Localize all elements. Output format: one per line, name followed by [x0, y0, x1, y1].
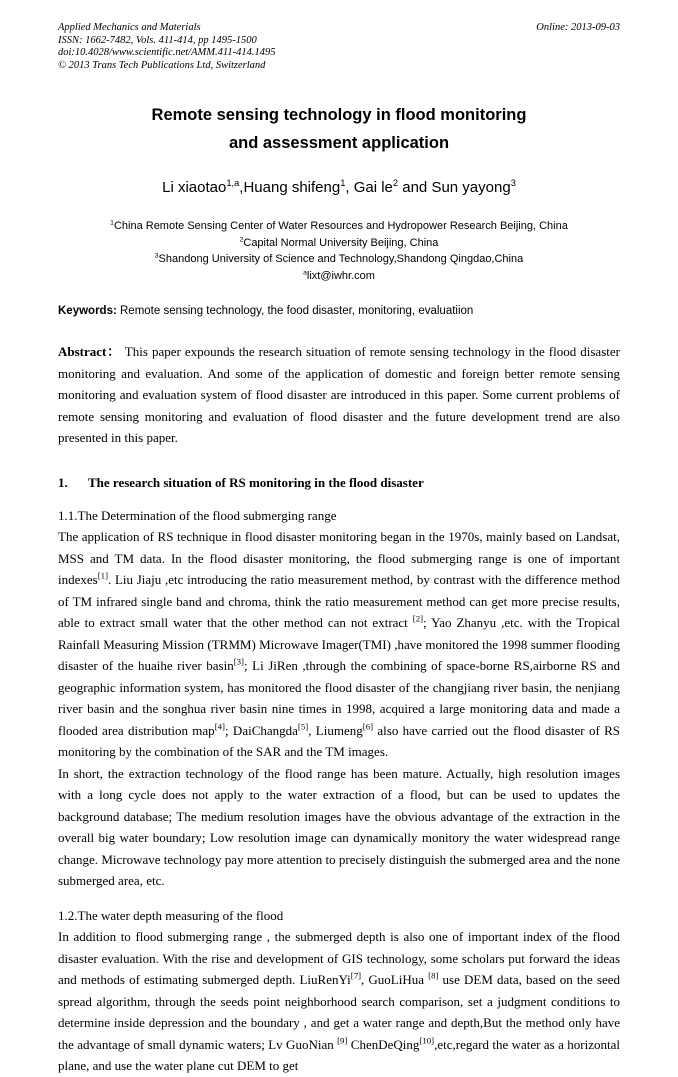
page-title: [58, 102, 620, 156]
keywords-block: [58, 303, 620, 319]
author-sup-2: 1: [340, 178, 346, 189]
affiliation-list: [58, 218, 620, 284]
affiliation-text-1: China Remote Sensing Center of Water Resources and Hydropower Research Beijing, China: [113, 220, 568, 233]
citation-5: [5]: [297, 721, 309, 732]
section-heading-1: [58, 474, 620, 492]
citation-8: [8]: [428, 971, 439, 982]
affiliation-text-2: Capital Normal University Beijing, China: [243, 236, 439, 249]
email-text: lixt@iwhr.com: [306, 269, 375, 282]
journal-issn-line: ISSN: 1662-7482, Vols. 411-414, pp 1495-1500: [58, 34, 257, 46]
par3-seg-e: ,etc,regard the water as a horizontal plane, and use the water plane cut DEM to get: [58, 1036, 620, 1074]
affiliation-sup-3: 3: [154, 252, 159, 260]
subsection-heading-1-1: 1.1.The Determination of the flood submerging range: [58, 507, 337, 523]
par1-seg-g: also have carried out the flood disaster of RS monitoring by the combination of the SAR and the TM images.: [58, 722, 621, 760]
author-name-3: Gai le: [353, 179, 393, 197]
affiliation-text-3: Shandong University of Science and Technology,Shandong Qingdao,China: [158, 253, 524, 266]
author-name-1: Li xiaotao: [162, 179, 227, 197]
par1-seg-a: The application of RS technique in flood disaster monitoring began in the 1970s, mainly based on Landsat, MSS and TM data. In the flood disaster monitoring, the flood submerging range is one of important indexes: [58, 529, 620, 588]
abstract-text: This paper expounds the research situation of remote sensing technology in the flood disaster monitoring and evaluation. And some of the application of domestic and foreign better remote sensing monitoring and evaluation system of flood disaster are introduced in this paper. Some current problems of remote sensing monitoring and evaluation of flood disaster and the future development trend are also presented in this paper.: [58, 344, 620, 446]
citation-7: [7]: [350, 971, 362, 982]
journal-doi-line: doi:10.4028/www.scientific.net/AMM.411-414.1495: [58, 47, 276, 59]
par3-seg-c: use DEM data, based on the seed spread algorithm, through the seeds point neighborhood search comparison, set a judgment conditions to determine inside depression and the boundary , and get a water range and depth,But the method only have the advantage of small dynamic waters; Lv GuoNian: [58, 972, 620, 1052]
par3-seg-d: ChenDeQing: [347, 1036, 420, 1052]
subsection-heading-1-2: 1.2.The water depth measuring of the flood: [58, 907, 284, 923]
section-number-1: 1.: [58, 474, 68, 490]
citation-3: [3]: [233, 657, 244, 668]
paragraph-2: In short, the extraction technology of the flood range has been mature. Actually, high resolution images with a long cycle does not apply to the water extraction of a flood, but can be used to updates the background database; The medium resolution images have the obvious advantage of the extraction in the overall big water boundary; Low resolution image can dynamically monitory the water widespread range change. Microwave technology pay more attention to precisely distinguish the submerged area and the none submerged area, etc.: [58, 765, 620, 889]
affiliation-sup-1: 1: [110, 219, 114, 227]
author-sup-1: 1,a: [226, 178, 240, 189]
author-list: [58, 178, 620, 198]
author-name-4: Sun yayong: [431, 179, 511, 197]
author-sup-3: 2: [392, 178, 399, 189]
email-sup: a: [303, 269, 307, 277]
citation-2: [2]: [412, 614, 424, 625]
page-content: [58, 22, 620, 1077]
corresponding-email: [58, 268, 620, 285]
citation-1: [1]: [97, 571, 109, 582]
citation-10: [10]: [419, 1035, 435, 1046]
title-line-2: and assessment application: [228, 134, 450, 153]
author-sup-4: 3: [510, 178, 516, 189]
author-sep-3: and: [398, 179, 432, 197]
par1-seg-b: . Liu Jiaju ,etc introducing the ratio measurement method, by contrast with the difference method of TM infrared single band and chroma, think the ratio measurement method can get more precise results, able to extract small water that the other method can not extract: [58, 572, 620, 631]
keywords-label: Keywords:: [58, 305, 117, 318]
citation-4: [4]: [214, 721, 225, 732]
abstract-block: [58, 341, 620, 449]
par1-seg-e: ; DaiChangda: [224, 722, 298, 738]
paragraph-3: [58, 926, 620, 1077]
citation-9: [9]: [337, 1035, 348, 1046]
citation-6: [6]: [362, 721, 374, 732]
par1-seg-f: , Liumeng: [308, 722, 363, 738]
author-sep-2: ,: [345, 179, 354, 197]
par3-seg-b: , GuoLiHua: [361, 972, 429, 988]
journal-name: Applied Mechanics and Materials: [58, 22, 201, 33]
section-title-1: The research situation of RS monitoring in the flood disaster: [88, 474, 424, 490]
affiliation-1: [58, 218, 620, 235]
keywords-text: Remote sensing technology, the food disaster, monitoring, evaluatiion: [120, 305, 474, 318]
abstract-label: Abstract：: [58, 344, 121, 360]
author-name-2: Huang shifeng: [243, 179, 341, 197]
par1-seg-d: ; Li JiRen ,through the combining of space-borne RS,airborne RS and geographic information system, has monitored the flood disaster of the changjiang river basin, the nenjiang river basin and the songhua river basin nine times in 1998, acquired a large monitoring data and made a flooded area distribution map: [58, 658, 620, 738]
affiliation-3: [58, 251, 620, 268]
par3-seg-a: In addition to flood submerging range , the submerged depth is also one of important index of the flood disaster evaluation. With the rise and development of GIS technology, some scholars put forward the ideas and methods of estimating submerged depth. LiuRenYi: [58, 929, 620, 988]
affiliation-2: [58, 235, 620, 252]
journal-header: [58, 22, 620, 72]
online-date: Online: 2013-09-03: [536, 22, 620, 33]
journal-copyright-line: © 2013 Trans Tech Publications Ltd, Switzerland: [58, 59, 266, 71]
paragraph-1: [58, 526, 620, 763]
affiliation-sup-2: 2: [239, 236, 244, 244]
title-line-1: Remote sensing technology in flood monitoring: [151, 106, 527, 125]
author-sep-1: ,: [239, 179, 244, 197]
par1-seg-c: ; Yao Zhanyu ,etc. with the Tropical Rainfall Measuring Mission (TRMM) Microwave Imager(TMI) ,have monitored the 1998 summer flooding disaster of the huaihe river basin: [58, 615, 620, 674]
